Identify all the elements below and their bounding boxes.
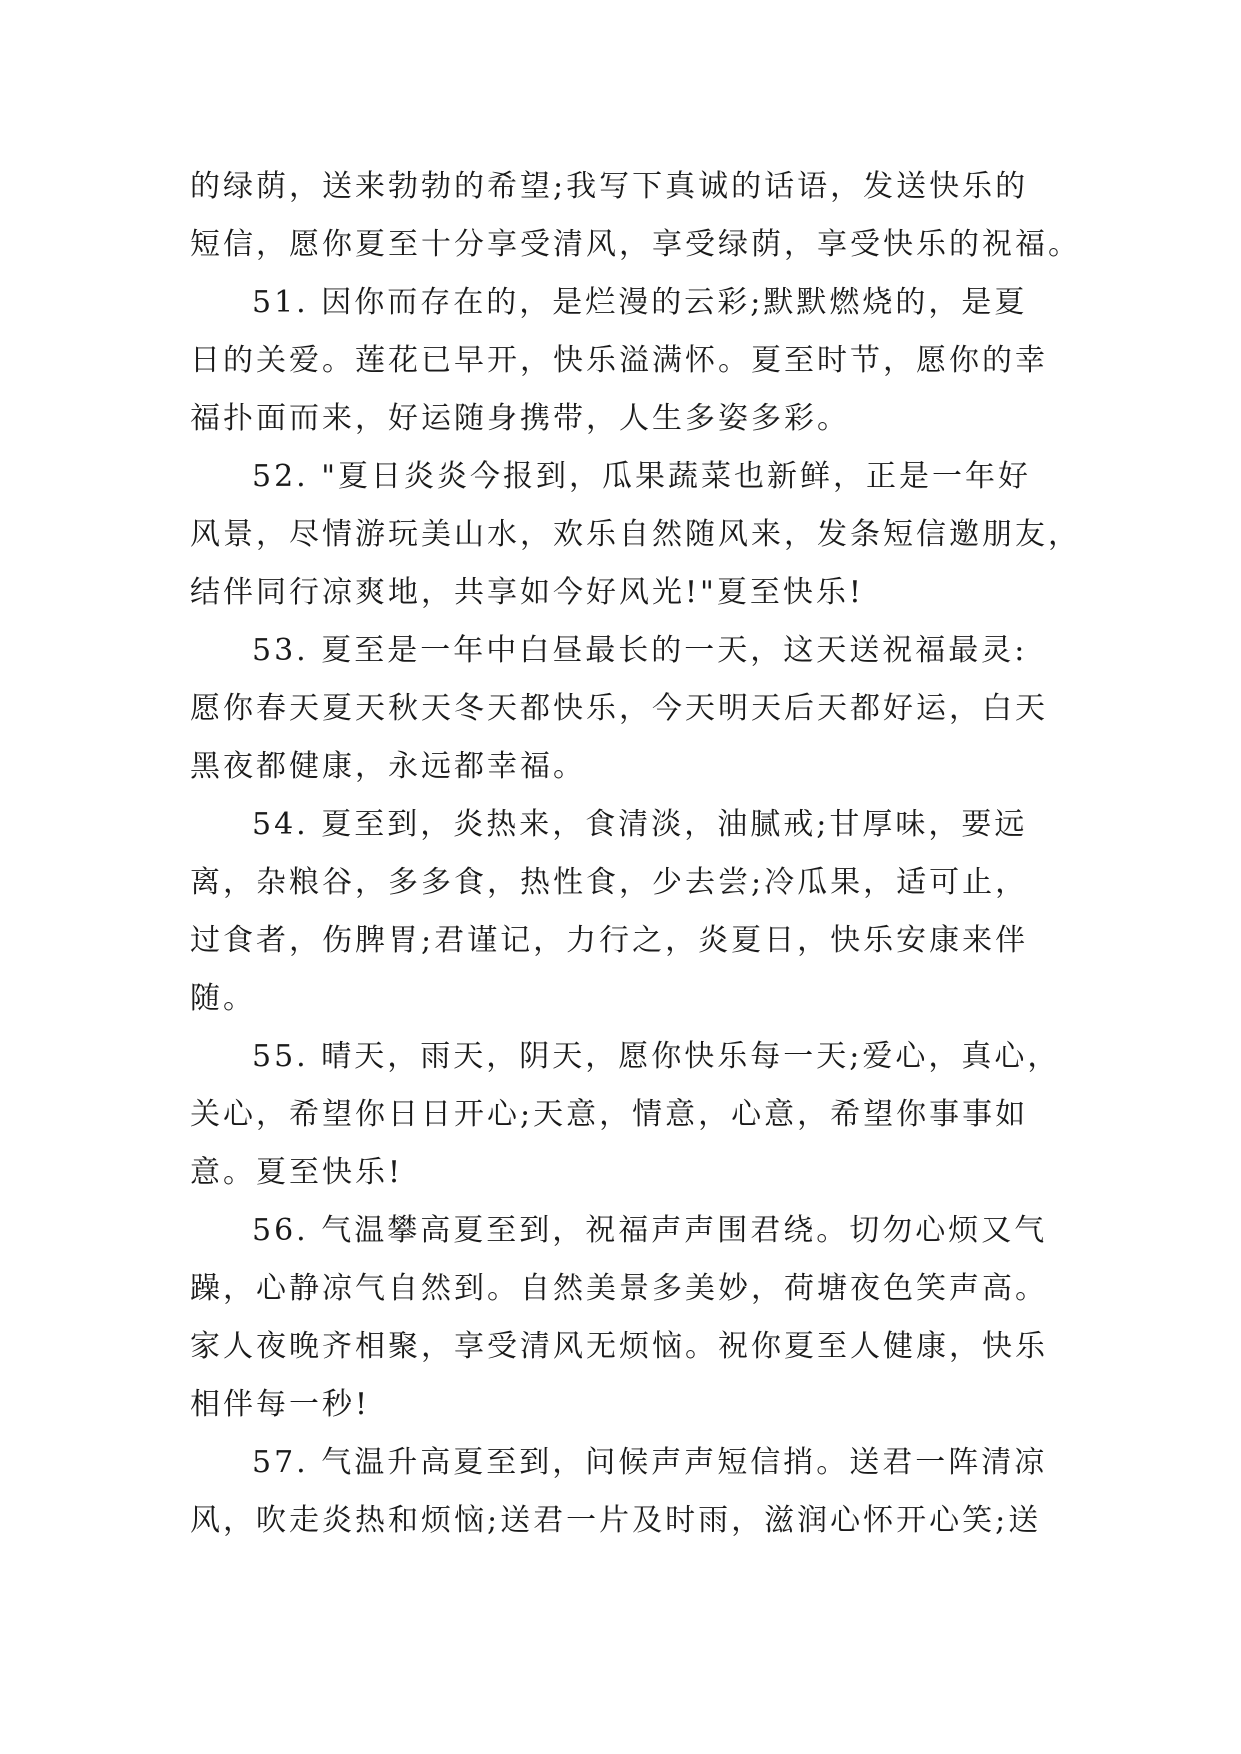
text-line: 54. 夏至到，炎热来，食清淡，油腻戒;甘厚味，要远 bbox=[252, 807, 1028, 842]
text-line: 51. 因你而存在的，是烂漫的云彩;默默燃烧的，是夏 bbox=[252, 285, 1028, 320]
text-line: 风景，尽情游玩美山水，欢乐自然随风来，发条短信邀朋友， bbox=[190, 517, 1081, 552]
paragraph-53 bbox=[190, 622, 1050, 796]
text-line: 57. 气温升高夏至到，问候声声短信捎。送君一阵清凉 bbox=[252, 1445, 1048, 1480]
text-line: 日的关爱。莲花已早开，快乐溢满怀。夏至时节，愿你的幸 bbox=[190, 343, 1048, 378]
text-line: 福扑面而来，好运随身携带，人生多姿多彩。 bbox=[190, 401, 850, 436]
text-line: 意。夏至快乐! bbox=[190, 1155, 404, 1190]
text-line: 55. 晴天，雨天，阴天，愿你快乐每一天;爱心，真心， bbox=[252, 1039, 1061, 1074]
paragraph-55 bbox=[190, 1028, 1061, 1202]
text-line: 结伴同行凉爽地，共享如今好风光!"夏至快乐! bbox=[190, 575, 864, 610]
text-line: 52. "夏日炎炎今报到，瓜果蔬菜也新鲜，正是一年好 bbox=[252, 459, 1032, 494]
paragraph-51 bbox=[190, 274, 1050, 448]
text-line: 相伴每一秒! bbox=[190, 1387, 371, 1422]
text-line: 离，杂粮谷，多多食，热性食，少去尝;冷瓜果，适可止， bbox=[190, 865, 1029, 900]
paragraph-57 bbox=[190, 1434, 1050, 1550]
paragraph-56 bbox=[190, 1202, 1050, 1434]
text-line: 家人夜晚齐相聚，享受清风无烦恼。祝你夏至人健康，快乐 bbox=[190, 1329, 1048, 1364]
text-line: 关心，希望你日日开心;天意，情意，心意，希望你事事如 bbox=[190, 1097, 1029, 1132]
text-line: 随。 bbox=[190, 981, 256, 1016]
text-line: 53. 夏至是一年中白昼最长的一天，这天送祝福最灵: bbox=[252, 633, 1028, 668]
text-line: 的绿荫，送来勃勃的希望;我写下真诚的话语，发送快乐的 bbox=[190, 169, 1029, 204]
document-body bbox=[190, 158, 1081, 1550]
text-line: 过食者，伤脾胃;君谨记，力行之，炎夏日，快乐安康来伴 bbox=[190, 923, 1029, 958]
paragraph bbox=[190, 158, 1081, 274]
text-line: 躁，心静凉气自然到。自然美景多美妙，荷塘夜色笑声高。 bbox=[190, 1271, 1048, 1306]
text-line: 短信，愿你夏至十分享受清风，享受绿荫，享受快乐的祝福。 bbox=[190, 227, 1081, 262]
text-line: 愿你春天夏天秋天冬天都快乐，今天明天后天都好运，白天 bbox=[190, 691, 1048, 726]
text-line: 黑夜都健康，永远都幸福。 bbox=[190, 749, 586, 784]
paragraph-52 bbox=[190, 448, 1081, 622]
text-line: 风，吹走炎热和烦恼;送君一片及时雨，滋润心怀开心笑;送 bbox=[190, 1503, 1042, 1538]
paragraph-54 bbox=[190, 796, 1050, 1028]
text-line: 56. 气温攀高夏至到，祝福声声围君绕。切勿心烦又气 bbox=[252, 1213, 1048, 1248]
